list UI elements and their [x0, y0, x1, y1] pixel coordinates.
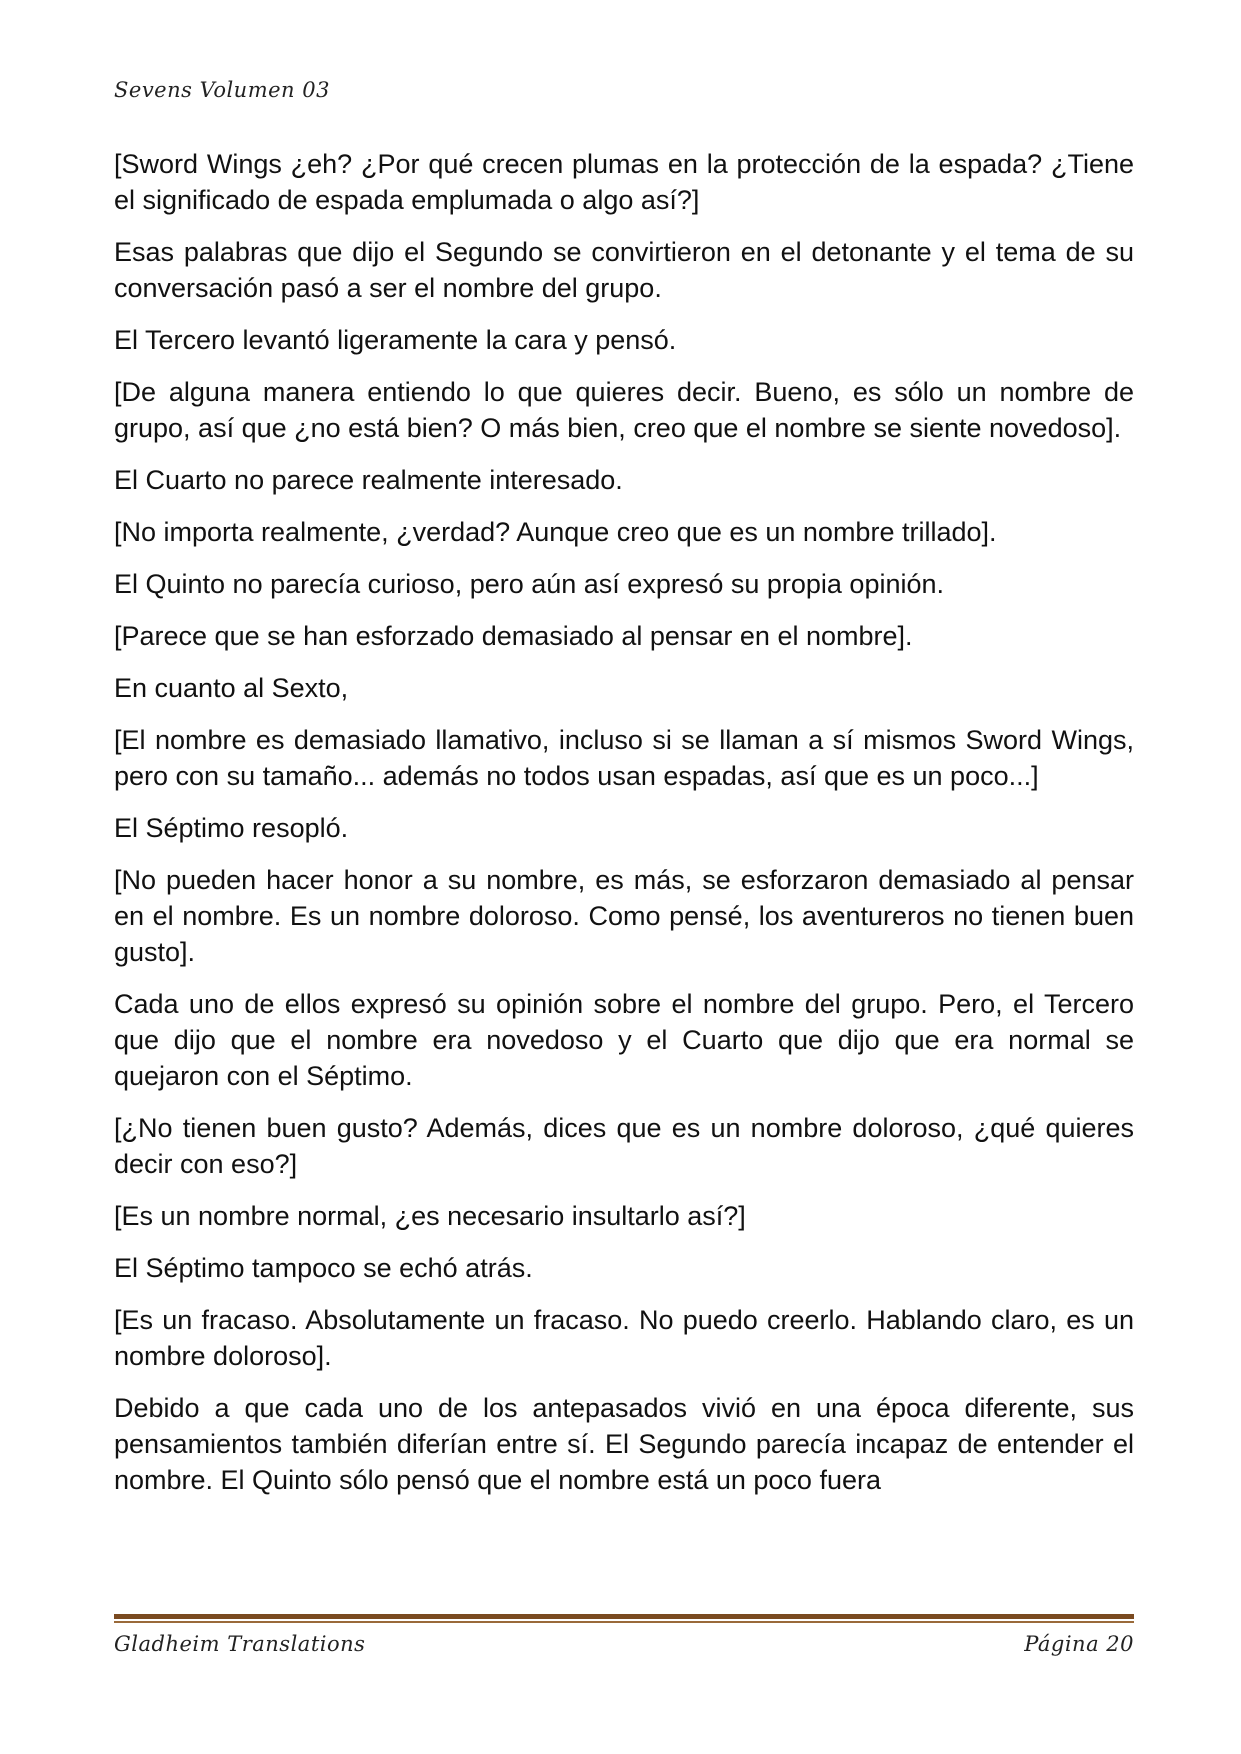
page-body — [114, 146, 1134, 1514]
paragraph: El Séptimo resopló. — [114, 813, 349, 843]
paragraph: [Es un fracaso. Absolutamente un fracaso. No puedo creerlo. Hablando claro, es un nombre doloroso]. — [114, 1305, 1134, 1371]
paragraph: [¿No tienen buen gusto? Además, dices que es un nombre doloroso, ¿qué quieres decir con eso?] — [114, 1113, 1134, 1179]
paragraph: [No pueden hacer honor a su nombre, es más, se esforzaron demasiado al pensar en el nombre. Es un nombre doloroso. Como pensé, los aventureros no tienen buen gusto]. — [114, 865, 1134, 967]
paragraph: El Cuarto no parece realmente interesado. — [114, 465, 623, 495]
paragraph: Cada uno de ellos expresó su opinión sobre el nombre del grupo. Pero, el Tercero que dijo que el nombre era novedoso y el Cuarto que dijo que era normal se quejaron con el Séptimo. — [114, 989, 1134, 1091]
paragraph: [No importa realmente, ¿verdad? Aunque creo que es un nombre trillado]. — [114, 517, 997, 547]
paragraph: El Quinto no parecía curioso, pero aún así expresó su propia opinión. — [114, 569, 945, 599]
footer-divider-thin — [114, 1621, 1134, 1623]
paragraph: [El nombre es demasiado llamativo, incluso si se llaman a sí mismos Sword Wings, pero con su tamaño... además no todos usan espadas, así que es un poco...] — [114, 725, 1134, 791]
paragraph: [Sword Wings ¿eh? ¿Por qué crecen plumas en la protección de la espada? ¿Tiene el significado de espada emplumada o algo así?] — [114, 149, 1134, 215]
paragraph: [Es un nombre normal, ¿es necesario insultarlo así?] — [114, 1201, 746, 1231]
paragraph: Debido a que cada uno de los antepasados vivió en una época diferente, sus pensamientos también diferían entre sí. El Segundo parecía incapaz de entender el nombre. El Quinto sólo pensó que el nombre está un poco fuera — [114, 1393, 1134, 1495]
paragraph: [De alguna manera entiendo lo que quieres decir. Bueno, es sólo un nombre de grupo, así que ¿no está bien? O más bien, creo que el nombre se siente novedoso]. — [114, 377, 1134, 443]
paragraph: [Parece que se han esforzado demasiado al pensar en el nombre]. — [114, 621, 913, 651]
footer-credit: Gladheim Translations — [114, 1632, 366, 1656]
paragraph: El Tercero levantó ligeramente la cara y pensó. — [114, 325, 677, 355]
page-number: Página 20 — [1024, 1632, 1134, 1656]
page-header: Sevens Volumen 03 — [114, 78, 330, 102]
paragraph: Esas palabras que dijo el Segundo se convirtieron en el detonante y el tema de su conversación pasó a ser el nombre del grupo. — [114, 237, 1134, 303]
paragraph: El Séptimo tampoco se echó atrás. — [114, 1253, 533, 1283]
paragraph: En cuanto al Sexto, — [114, 673, 349, 703]
